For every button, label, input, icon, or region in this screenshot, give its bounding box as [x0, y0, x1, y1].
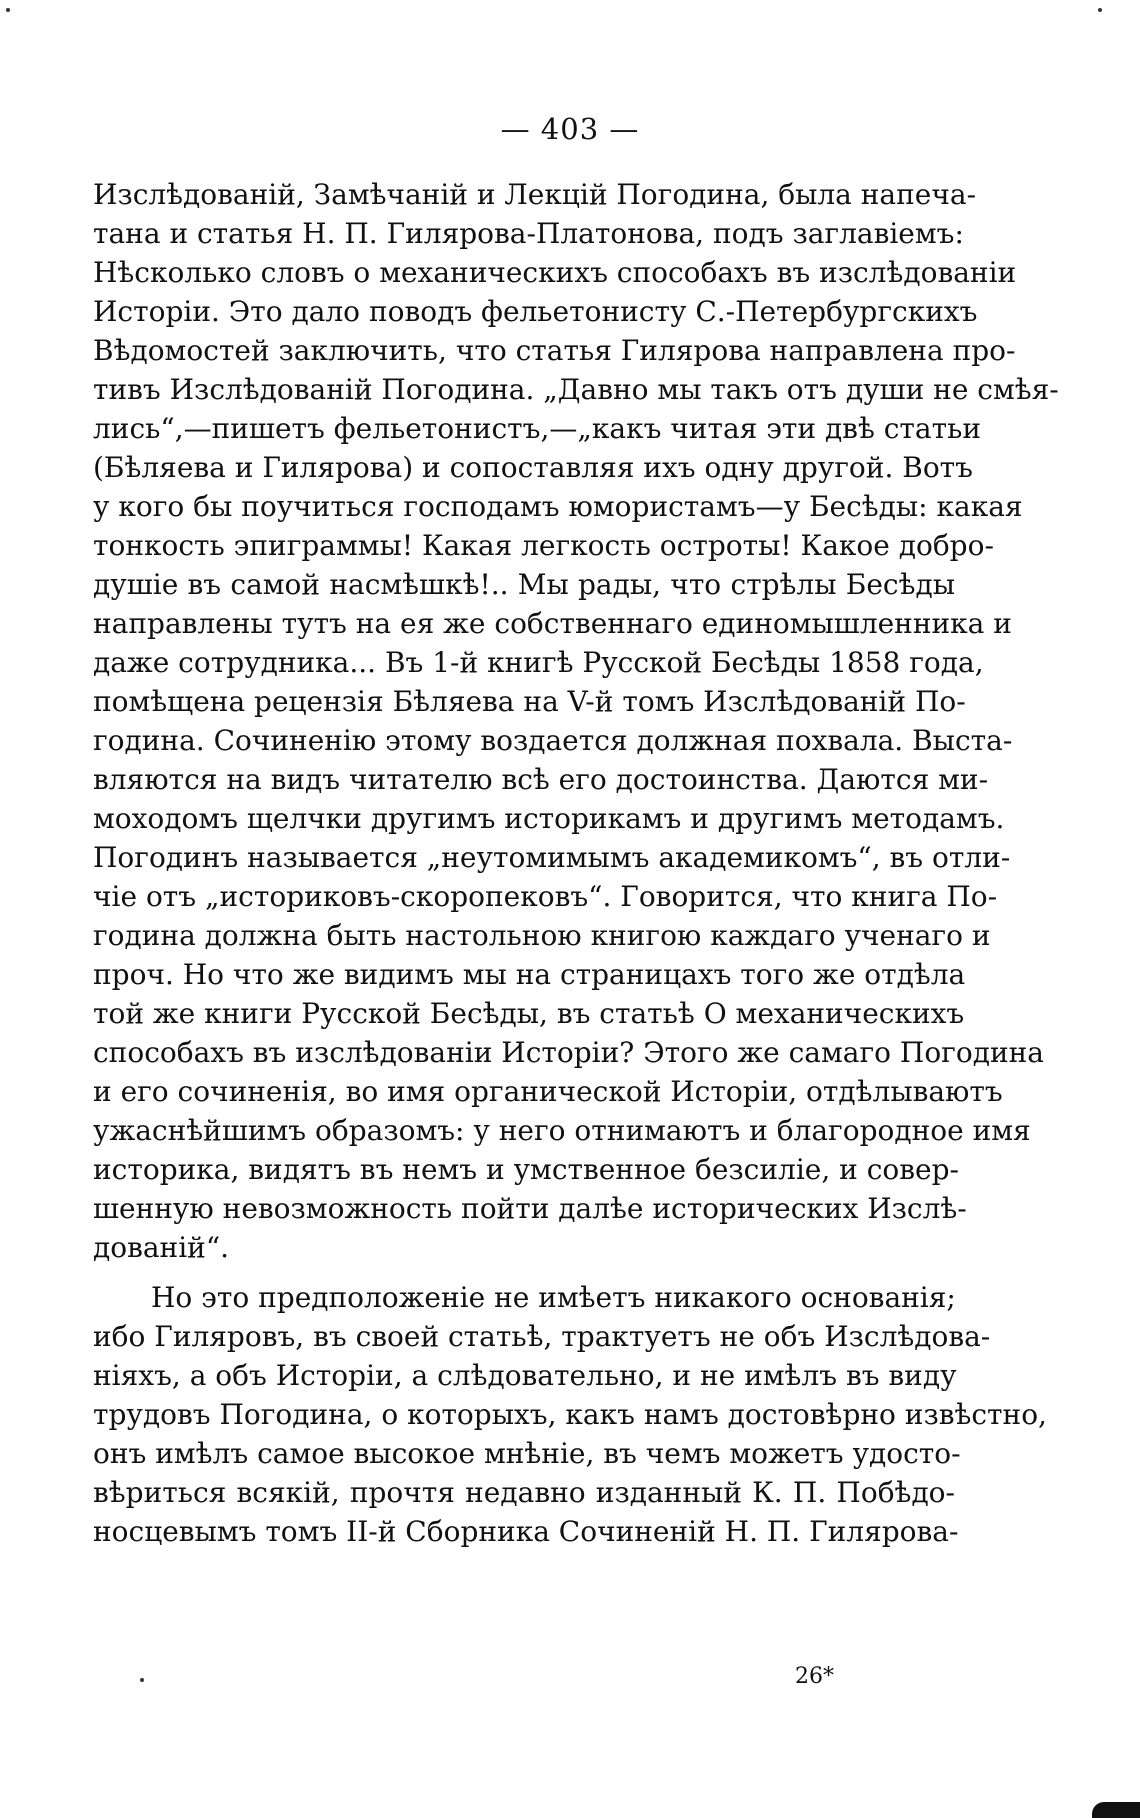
text-line: носцевымъ томъ II-й Сборника Сочиненій Н. П. Гилярова-	[93, 1515, 959, 1548]
text-line: Но это предположеніе не имѣетъ никакого основанія;	[151, 1281, 956, 1314]
text-line: лись“,—пишетъ фельетонистъ,—„какъ читая эти двѣ статьи	[93, 412, 981, 445]
text-line: вѣриться всякій, прочтя недавно изданный К. П. Побѣдо-	[93, 1476, 955, 1509]
text-line: Изслѣдованій, Замѣчаній и Лекцій Погодина, была напеча-	[93, 178, 977, 211]
text-line: ужаснѣйшимъ образомъ: у него отнимаютъ и благородное имя	[93, 1114, 1031, 1147]
scan-edge-mark	[1092, 1802, 1140, 1818]
scan-speck	[6, 8, 10, 12]
text-line: чіе отъ „историковъ-скоропековъ“. Говорится, что книга По-	[93, 880, 998, 913]
text-line: онъ имѣлъ самое высокое мнѣніе, въ чемъ можетъ удосто-	[93, 1437, 961, 1470]
text-line: (Бѣляева и Гилярова) и сопоставляя ихъ одну другой. Вотъ	[93, 451, 973, 484]
text-line: Нѣсколько словъ о механическихъ способахъ въ изслѣдованіи	[93, 256, 1017, 289]
text-line: душіе въ самой насмѣшкѣ!.. Мы рады, что стрѣлы Бесѣды	[93, 568, 955, 601]
text-line: помѣщена рецензія Бѣляева на V-й томъ Изслѣдованій По-	[93, 685, 966, 718]
text-line: година. Сочиненію этому воздается должная похвала. Выста-	[93, 724, 1013, 757]
text-line: Погодинъ называется „неутомимымъ академикомъ“, въ отли-	[93, 841, 1011, 874]
text-line: проч. Но что же видимъ мы на страницахъ того же отдѣла	[93, 958, 966, 991]
text-line: трудовъ Погодина, о которыхъ, какъ намъ достовѣрно извѣстно,	[93, 1398, 1047, 1431]
text-line: Вѣдомостей заключить, что статья Гилярова направлена про-	[93, 334, 1016, 367]
text-line: дованій“.	[93, 1231, 230, 1264]
text-line: Исторіи. Это дало поводъ фельетонисту С.-Петербургскихъ	[93, 295, 978, 328]
text-line: ніяхъ, а объ Исторіи, а слѣдовательно, и не имѣлъ въ виду	[93, 1359, 957, 1392]
page-number: — 403 —	[500, 112, 640, 146]
text-line: вляются на видъ читателю всѣ его достоинства. Даются ми-	[93, 763, 989, 796]
text-line: моходомъ щелчки другимъ историкамъ и другимъ методамъ.	[93, 802, 1005, 835]
paragraph-2	[93, 1278, 1047, 1551]
text-line: тонкость эпиграммы! Какая легкость остроты! Какое добро-	[93, 529, 994, 562]
paragraph-1	[93, 175, 1059, 1267]
text-line: тана и статья Н. П. Гилярова-Платонова, подъ заглавіемъ:	[93, 217, 964, 250]
scan-speck	[140, 1678, 144, 1682]
signature-mark: 26*	[795, 1664, 834, 1689]
body-text	[93, 175, 1059, 1551]
text-line: той же книги Русской Бесѣды, въ статьѣ О механическихъ	[93, 997, 965, 1030]
text-line: и его сочиненія, во имя органической Исторіи, отдѣлываютъ	[93, 1075, 1003, 1108]
text-line: у кого бы поучиться господамъ юмористамъ—у Бесѣды: какая	[93, 490, 1023, 523]
text-line: шенную невозможность пойти далѣе исторических Изслѣ-	[93, 1192, 967, 1225]
text-line: ибо Гиляровъ, въ своей статьѣ, трактуетъ не объ Изслѣдова-	[93, 1320, 991, 1353]
scan-speck	[1098, 8, 1102, 12]
text-line: даже сотрудника... Въ 1-й книгѣ Русской Бесѣды 1858 года,	[93, 646, 984, 679]
text-line: историка, видятъ въ немъ и умственное безсиліе, и совер-	[93, 1153, 959, 1186]
text-line: способахъ въ изслѣдованіи Исторіи? Этого же самаго Погодина	[93, 1036, 1044, 1069]
text-line: направлены тутъ на ея же собственнаго единомышленника и	[93, 607, 1012, 640]
text-line: тивъ Изслѣдованій Погодина. „Давно мы такъ отъ души не смѣя-	[93, 373, 1059, 406]
text-line: година должна быть настольною книгою каждаго ученаго и	[93, 919, 991, 952]
